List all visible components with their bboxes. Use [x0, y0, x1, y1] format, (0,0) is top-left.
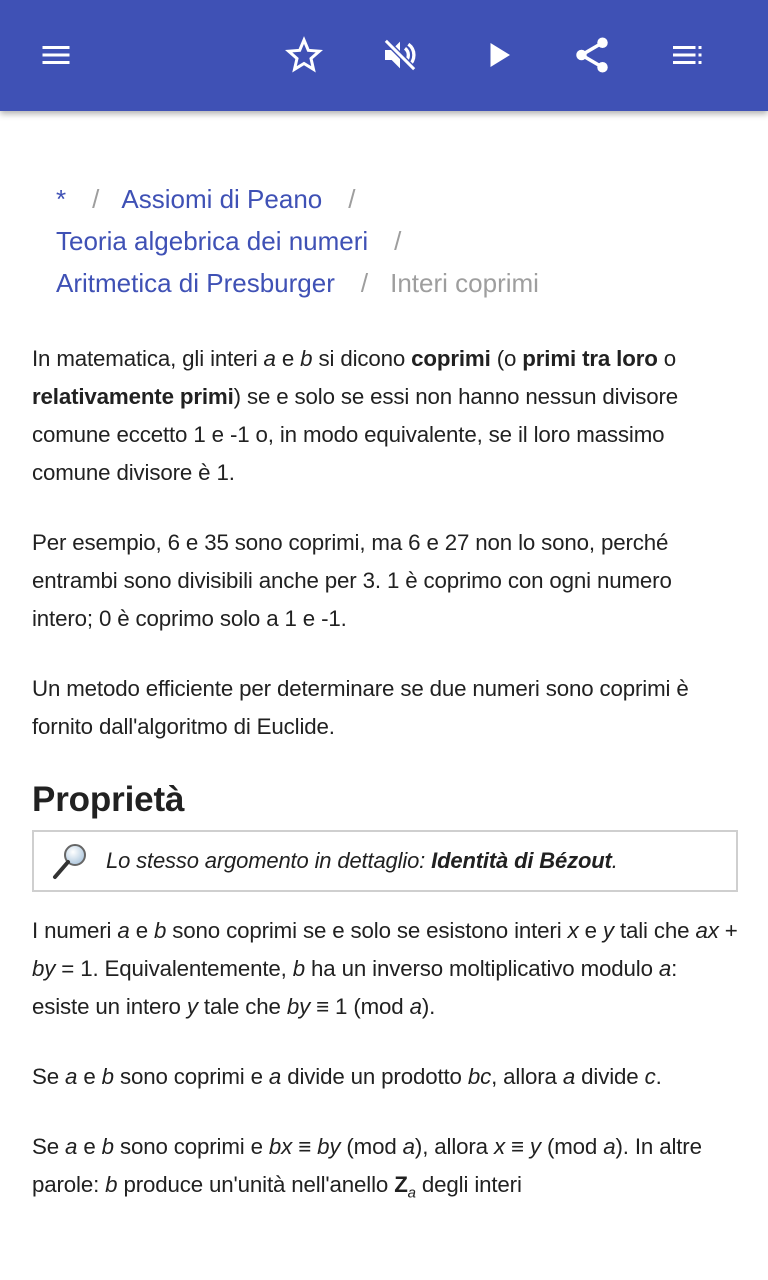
favorite-button[interactable] [280, 31, 328, 79]
breadcrumb-separator: / [360, 268, 369, 298]
text-run: sono coprimi se e solo se esistono interi [166, 918, 568, 943]
text-run: ≡ [504, 1134, 530, 1159]
text-run: sono coprimi e [113, 1134, 269, 1159]
paragraph [32, 524, 738, 638]
math-variable: x [567, 918, 579, 943]
math-variable: y [529, 1134, 541, 1159]
paragraph [32, 912, 738, 1026]
article-content [32, 340, 738, 1244]
math-variable: y [186, 994, 198, 1019]
text-run: , allora [491, 1064, 563, 1089]
math-variable: a [117, 918, 130, 943]
math-variable: b [105, 1172, 118, 1197]
math-variable: c [644, 1064, 656, 1089]
paragraph [32, 1128, 738, 1212]
math-variable: by [32, 956, 56, 981]
breadcrumb-separator: / [348, 184, 356, 214]
math-variable: a [562, 1064, 576, 1089]
math-variable: a [658, 956, 672, 981]
text-run: ha un inverso moltiplicativo modulo [305, 956, 659, 981]
star-icon [284, 35, 324, 75]
paragraph [32, 1058, 738, 1096]
breadcrumb-current: Interi coprimi [390, 268, 539, 298]
math-variable: b [292, 956, 306, 981]
math-variable: a [65, 1064, 78, 1089]
math-variable: a [65, 1134, 78, 1159]
text-run: e [275, 346, 301, 371]
math-variable: by [286, 994, 311, 1019]
text-run: tali che [613, 918, 696, 943]
text-run: In matematica, gli interi [32, 346, 264, 371]
breadcrumb-link[interactable]: Aritmetica di Presburger [56, 268, 335, 298]
math-variable: b [300, 346, 313, 371]
math-variable: ax [695, 918, 719, 943]
play-button[interactable] [474, 31, 522, 79]
text-run: (mod [340, 1134, 403, 1159]
text-run: sono coprimi e [113, 1064, 269, 1089]
math-variable: bx [268, 1134, 293, 1159]
magnifier-icon [50, 841, 90, 881]
breadcrumb-separator: / [92, 184, 100, 214]
bold-term: primi tra loro [522, 346, 658, 371]
text-run: produce un'unità nell'anello [117, 1172, 395, 1197]
playlist-icon [670, 37, 706, 73]
text-run: e [578, 918, 603, 943]
menu-icon [38, 37, 74, 73]
text-run: + [718, 918, 738, 943]
math-variable: a [603, 1134, 616, 1159]
breadcrumb-link[interactable]: * [56, 184, 67, 214]
math-variable: x [493, 1134, 505, 1159]
see-also-prefix: Lo stesso argomento in dettaglio: [106, 848, 432, 873]
math-variable: by [317, 1134, 341, 1159]
see-also-link[interactable]: Identità di Bézout [431, 848, 612, 873]
text-run: (o [490, 346, 523, 371]
text-run: Per esempio, 6 e 35 sono coprimi, ma 6 e 27 non lo sono, perché entrambi sono divisibili anche per 3. 1 è coprimo con ogni numero intero; 0 è coprimo solo a 1 e -1. [32, 530, 672, 631]
menu-button[interactable] [32, 31, 80, 79]
text-run: tale che [197, 994, 287, 1019]
math-variable: b [101, 1134, 114, 1159]
contents-button[interactable] [664, 31, 712, 79]
text-run: ). [421, 994, 436, 1019]
text-run: ), allora [414, 1134, 494, 1159]
see-also-suffix: . [611, 848, 618, 873]
text-run: : esiste un intero [32, 956, 678, 1019]
bold-term: coprimi [411, 346, 491, 371]
text-run: ) se e solo se essi non hanno nessun divisore comune eccetto 1 e -1 o, in modo equivalente, se il loro massimo comune divisore è 1. [32, 384, 679, 485]
text-run: divide un prodotto [281, 1064, 468, 1089]
text-run: si dicono [312, 346, 412, 371]
math-variable: a [268, 1064, 282, 1089]
breadcrumb-separator: / [394, 226, 402, 256]
see-also-box [32, 830, 738, 892]
volume-off-icon [380, 35, 420, 75]
breadcrumb [56, 178, 539, 304]
text-run: o [657, 346, 676, 371]
math-variable: a [409, 994, 422, 1019]
mute-button[interactable] [376, 31, 424, 79]
intro-paragraphs [32, 340, 738, 746]
text-run: ≡ [292, 1134, 318, 1159]
text-run: ≡ 1 (mod [310, 994, 410, 1019]
subscript: a [407, 1184, 416, 1202]
text-run: . [655, 1064, 662, 1089]
paragraph [32, 670, 738, 746]
text-run: Se [32, 1064, 66, 1089]
section-paragraphs [32, 912, 738, 1212]
text-run: e [77, 1064, 102, 1089]
bold-term: Z [394, 1172, 408, 1197]
text-run: Un metodo efficiente per determinare se due numeri sono coprimi è fornito dall'algoritmo di Euclide. [32, 676, 689, 739]
math-variable: a [263, 346, 276, 371]
bold-term: relativamente primi [32, 384, 234, 409]
math-variable: b [154, 918, 167, 943]
text-run: e [77, 1134, 102, 1159]
text-run: (mod [540, 1134, 604, 1159]
text-run: divide [575, 1064, 645, 1089]
text-run: I numeri [32, 918, 118, 943]
share-button[interactable] [568, 31, 616, 79]
math-variable: y [602, 918, 614, 943]
math-variable: b [101, 1064, 114, 1089]
breadcrumb-link[interactable]: Teoria algebrica dei numeri [56, 226, 369, 256]
paragraph [32, 340, 738, 492]
math-variable: bc [467, 1064, 492, 1089]
text-run: ). In altre parole: [32, 1134, 702, 1197]
text-run: e [129, 918, 154, 943]
text-run: = 1. Equivalentemente, [55, 956, 293, 981]
breadcrumb-link[interactable]: Assiomi di Peano [121, 184, 323, 214]
play-icon [480, 37, 516, 73]
text-run: Se [32, 1134, 66, 1159]
section-heading: Proprietà [32, 780, 185, 819]
math-variable: a [402, 1134, 415, 1159]
text-run: degli interi [415, 1172, 522, 1197]
app-bar [0, 0, 768, 111]
share-icon [571, 34, 613, 76]
